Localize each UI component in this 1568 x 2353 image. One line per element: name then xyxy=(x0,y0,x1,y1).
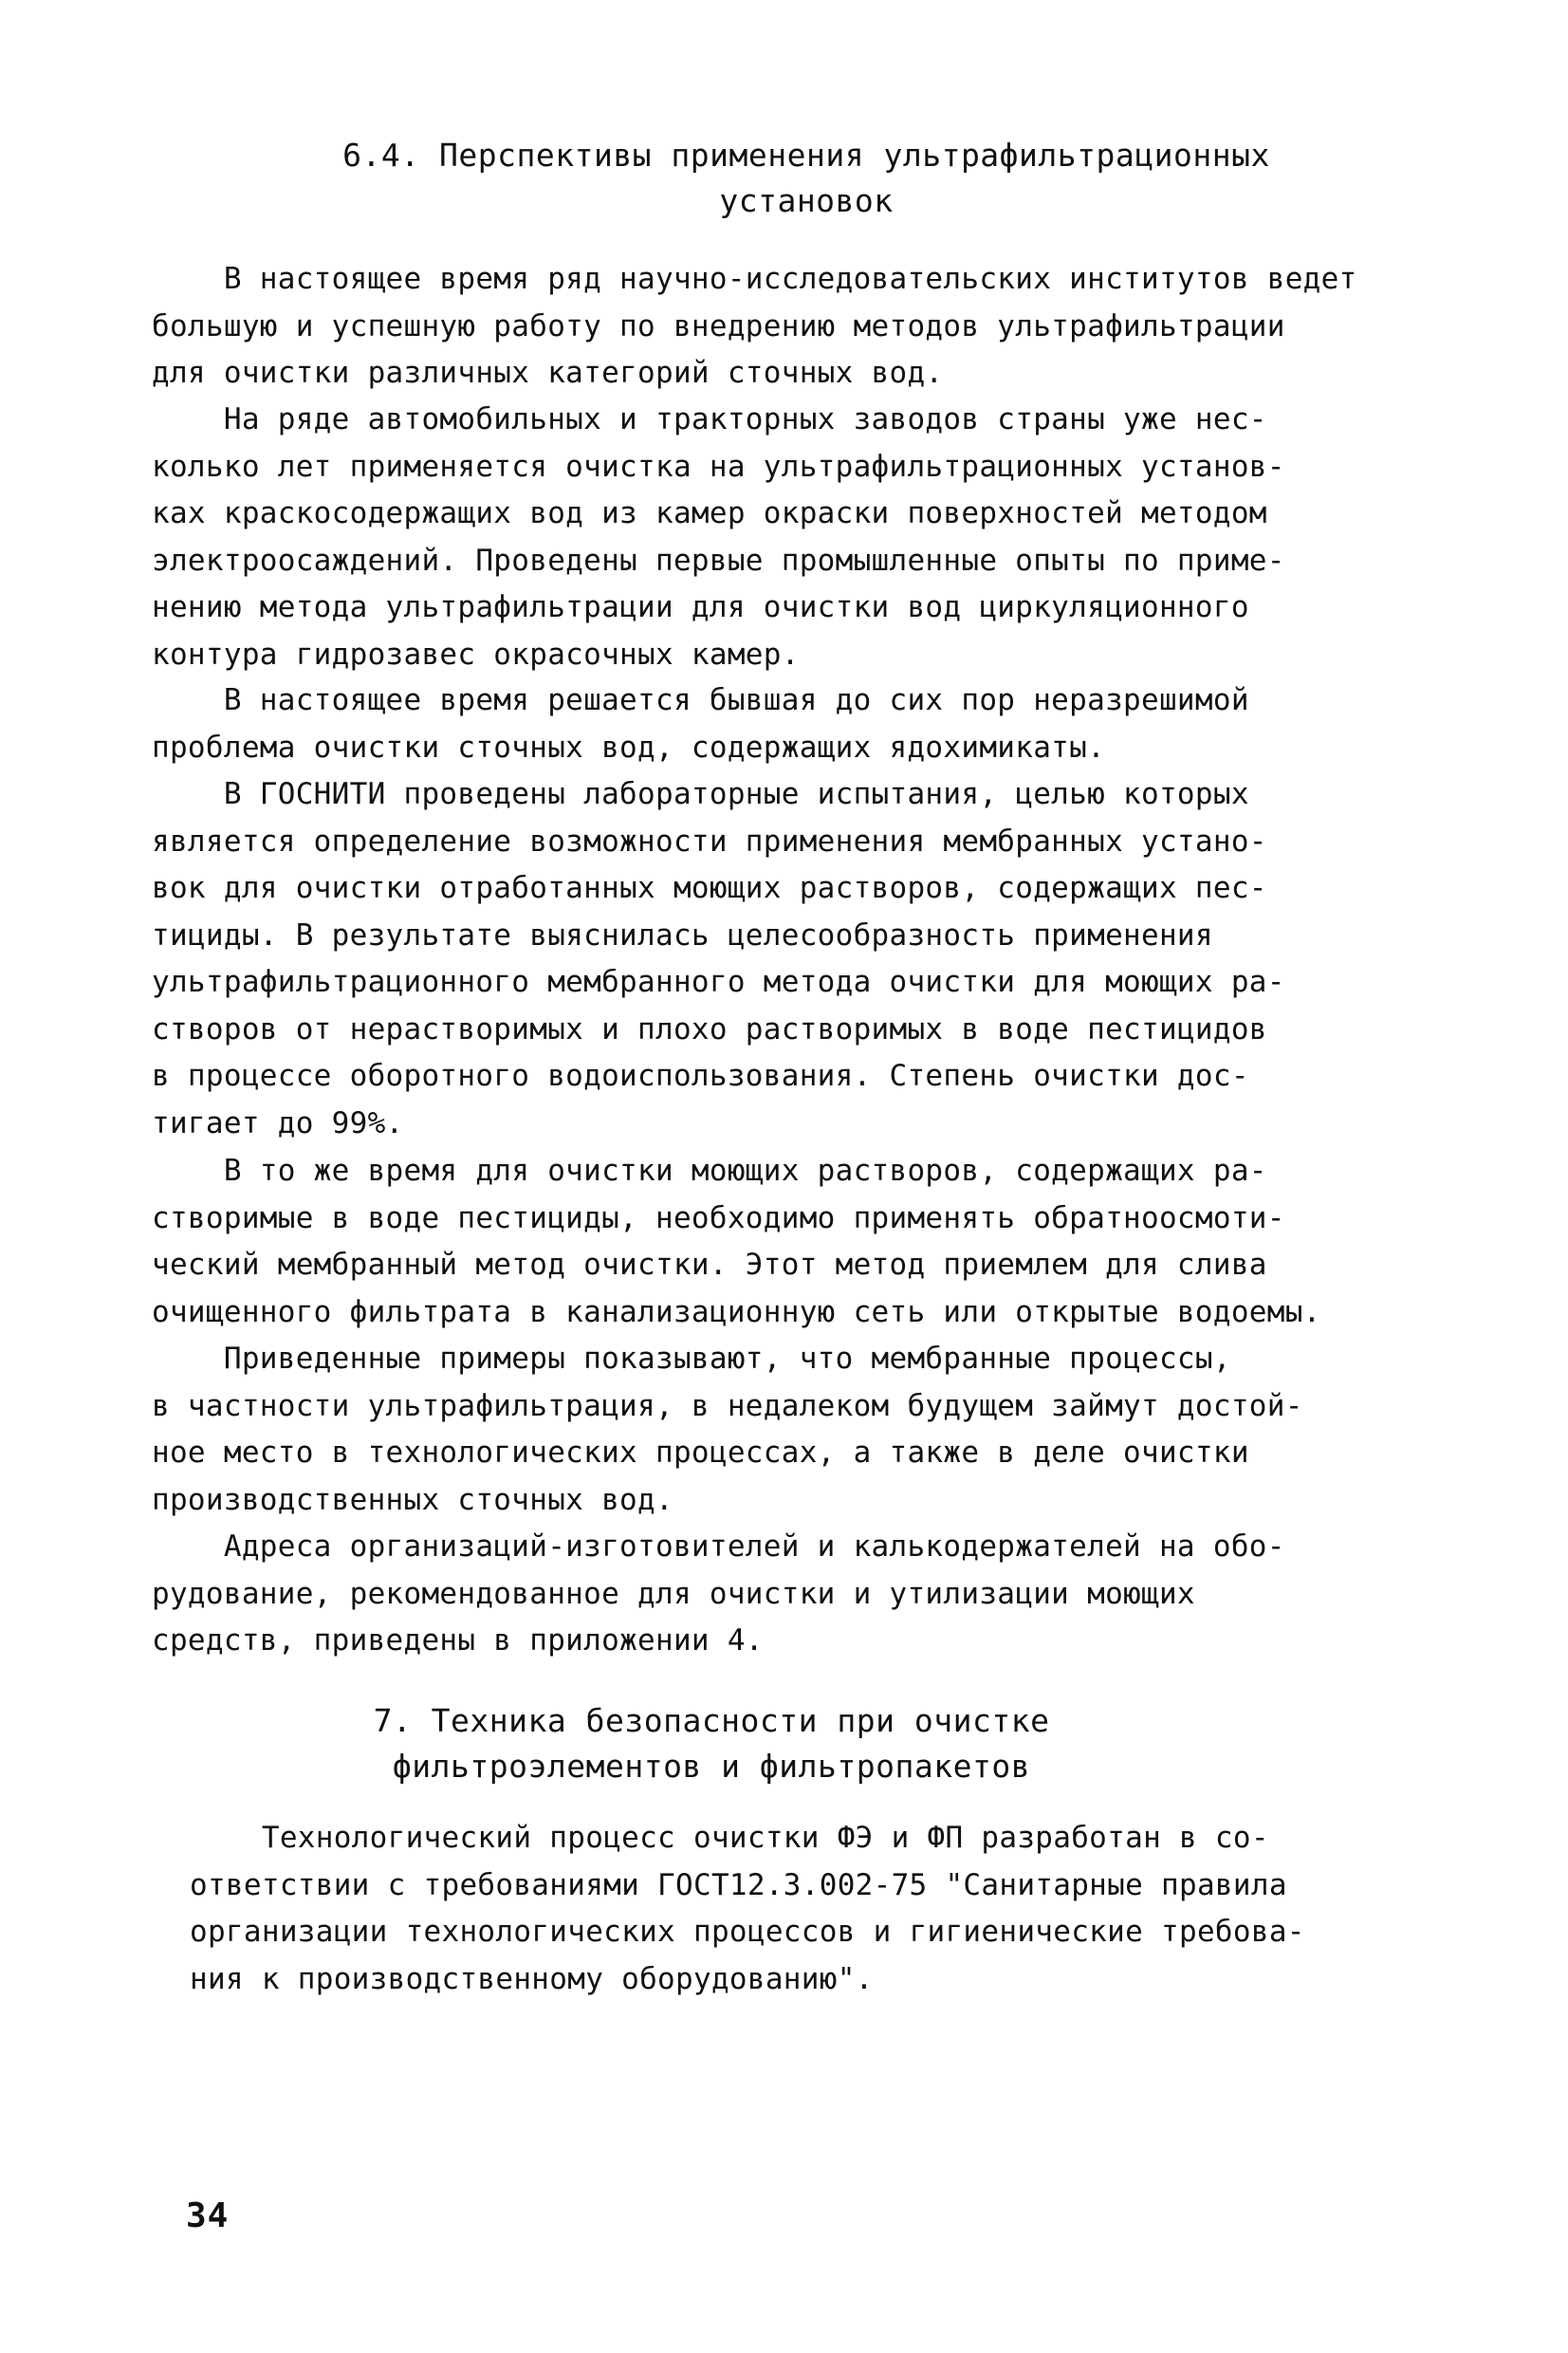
paragraph-membrane-processes xyxy=(152,1336,1303,1524)
text-line: производственных сточных вод. xyxy=(152,1482,673,1517)
text-line: большую и успешную работу по внедрению методов ультрафильтрации xyxy=(152,308,1285,343)
text-line: ответствии с требованиями ГОСТ12.3.002-75 "Санитарные правила xyxy=(190,1867,1287,1902)
paragraph-gosniti-tests xyxy=(152,771,1285,1147)
text-line: контура гидрозавес окрасочных камер. xyxy=(152,637,800,672)
text-line: На ряде автомобильных и тракторных заводов страны уже нес- xyxy=(152,402,1267,436)
paragraph-addresses xyxy=(152,1524,1285,1665)
text-line: проблема очистки сточных вод, содержащих ядохимикаты. xyxy=(152,730,1106,765)
paragraph-intro xyxy=(152,256,1357,398)
text-line: колько лет применяется очистка на ультрафильтрационных установ- xyxy=(152,449,1285,484)
section-6-4-heading xyxy=(285,133,1328,224)
text-line: створов от нерастворимых и плохо растворимых в воде пестицидов xyxy=(152,1011,1267,1047)
text-line: ультрафильтрационного мембранного метода очистки для моющих ра- xyxy=(152,965,1285,999)
heading-line: фильтроэлементов и фильтропакетов xyxy=(392,1748,1031,1785)
text-line: очищенного фильтрата в канализационную сеть или открытые водоемы. xyxy=(152,1294,1321,1329)
text-line: Технологический процесс очистки ФЭ и ФП разработан в со- xyxy=(190,1821,1269,1855)
paragraph-safety-process xyxy=(190,1815,1305,2003)
text-line: тициды. В результате выяснилась целесообразность применения xyxy=(152,917,1213,953)
heading-line: установок xyxy=(719,182,894,219)
text-line: для очистки различных категорий сточных вод. xyxy=(152,356,944,390)
paragraph-automotive-plants xyxy=(152,397,1285,678)
text-line: ное место в технологических процессах, а также в деле очистки xyxy=(152,1436,1249,1470)
text-line: ческий мембранный метод очистки. Этот метод приемлем для слива xyxy=(152,1248,1267,1282)
paragraph-pesticides-problem xyxy=(152,677,1249,771)
page-number: 34 xyxy=(186,2196,230,2235)
text-line: в процессе оборотного водоиспользования. Степень очистки дос- xyxy=(152,1059,1249,1093)
text-line: Приведенные примеры показывают, что мембранные процессы, xyxy=(152,1342,1231,1376)
text-line: организации технологических процессов и гигиенические требова- xyxy=(190,1915,1305,1949)
text-line: является определение возможности применения мембранных устано- xyxy=(152,824,1267,859)
text-line: ния к производственному оборудованию". xyxy=(190,1961,874,1996)
heading-line: 7. Техника безопасности при очистке xyxy=(373,1702,1050,1739)
heading-line: 6.4. Перспективы применения ультрафильтрационных xyxy=(342,137,1270,174)
paragraph-reverse-osmosis xyxy=(152,1148,1321,1336)
text-line: ках краскосодержащих вод из камер окраски поверхностей методом xyxy=(152,496,1267,530)
text-line: нению метода ультрафильтрации для очистки вод циркуляционного xyxy=(152,590,1249,624)
text-line: Адреса организаций-изготовителей и калькодержателей на обо- xyxy=(152,1529,1285,1564)
section-7-heading xyxy=(228,1698,1195,1789)
text-line: В ГОСНИТИ проведены лабораторные испытания, целью которых xyxy=(152,777,1249,811)
text-line: В настоящее время ряд научно-исследовательских институтов ведет xyxy=(152,262,1357,296)
text-line: в частности ультрафильтрация, в недалеком будущем займут достой- xyxy=(152,1388,1303,1423)
text-line: створимые в воде пестициды, необходимо применять обратноосмоти- xyxy=(152,1200,1285,1235)
text-line: вок для очистки отработанных моющих растворов, содержащих пес- xyxy=(152,871,1267,905)
text-line: тигает до 99%. xyxy=(152,1105,404,1140)
text-line: рудование, рекомендованное для очистки и утилизации моющих xyxy=(152,1576,1195,1611)
text-line: электроосаждений. Проведены первые промышленные опыты по приме- xyxy=(152,543,1285,578)
text-line: В настоящее время решается бывшая до сих пор неразрешимой xyxy=(152,683,1249,717)
text-line: В то же время для очистки моющих растворов, содержащих ра- xyxy=(152,1154,1267,1188)
text-line: средств, приведены в приложении 4. xyxy=(152,1623,764,1658)
